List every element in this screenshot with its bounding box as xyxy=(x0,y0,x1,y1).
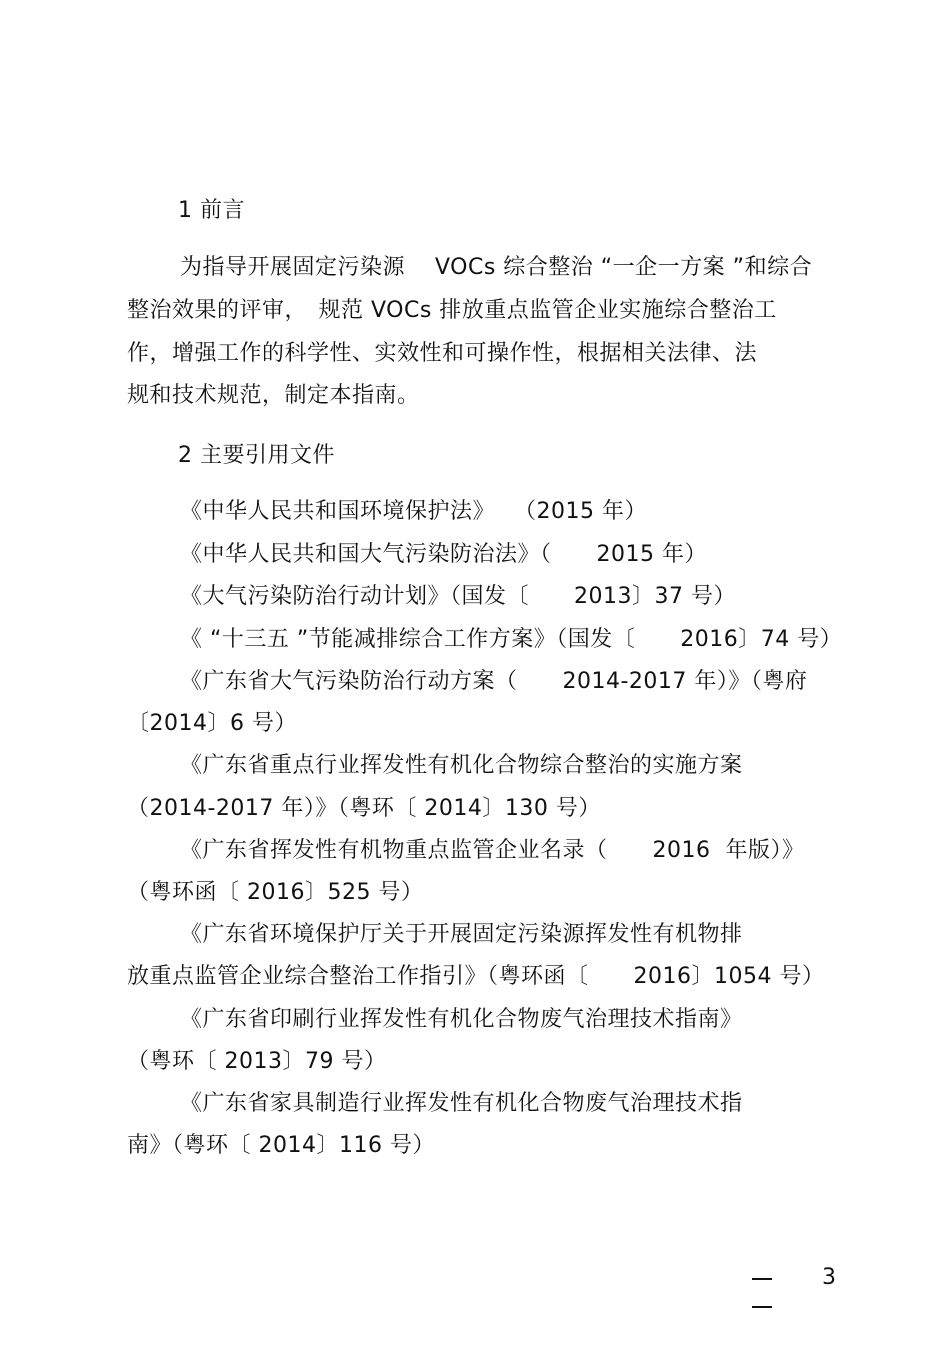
page-dash-left xyxy=(752,1278,772,1280)
reference-line: 放重点监管企业综合整治工作指引》（粤环函〔 2016〕1054 号） xyxy=(127,964,825,989)
section-heading-references: 2 主要引用文件 xyxy=(178,443,335,468)
reference-line: 《广东省重点行业挥发性有机化合物综合整治的实施方案 xyxy=(180,753,743,778)
reference-line: （2014-2017 年）》（粤环〔 2014〕130 号） xyxy=(127,796,601,821)
reference-line: 《广东省环境保护厅关于开展固定污染源挥发性有机物排 xyxy=(180,922,743,947)
reference-line: 《大气污染防治行动计划》（国发〔 2013〕37 号） xyxy=(180,584,736,609)
reference-line: （粤环〔 2013〕79 号） xyxy=(127,1049,387,1074)
reference-line: 《广东省印刷行业挥发性有机化合物废气治理技术指南》 xyxy=(180,1007,743,1032)
reference-line: 《中华人民共和国大气污染防治法》（ 2015 年） xyxy=(180,542,707,567)
reference-line: 〔2014〕6 号） xyxy=(127,711,297,736)
paragraph-line: 整治效果的评审， 规范 VOCs 排放重点监管企业实施综合整治工 xyxy=(127,298,777,323)
reference-line: 《广东省大气污染防治行动方案（ 2014-2017 年）》（粤府 xyxy=(180,669,808,694)
reference-line: 《 “十三五 ”节能减排综合工作方案》（国发〔 2016〕74 号） xyxy=(180,627,843,652)
reference-line: 《广东省挥发性有机物重点监管企业名录（ 2016 年版）》 xyxy=(180,838,805,863)
reference-line: 《中华人民共和国环境保护法》 （2015 年） xyxy=(180,499,647,524)
paragraph-line: 作，增强工作的科学性、实效性和可操作性，根据相关法律、法 xyxy=(127,341,758,366)
page-number: 3 xyxy=(822,1265,836,1290)
page-dash-bottom xyxy=(752,1306,772,1308)
reference-line: 《广东省家具制造行业挥发性有机化合物废气治理技术指 xyxy=(180,1091,743,1116)
reference-line: （粤环函〔 2016〕525 号） xyxy=(127,880,424,905)
reference-line: 南》（粤环〔 2014〕116 号） xyxy=(127,1133,435,1158)
paragraph-line: 为指导开展固定污染源 VOCs 综合整治 “一企一方案 ”和综合 xyxy=(180,255,813,280)
paragraph-line: 规和技术规范，制定本指南。 xyxy=(127,383,420,408)
section-heading-foreword: 1 前言 xyxy=(178,198,245,223)
